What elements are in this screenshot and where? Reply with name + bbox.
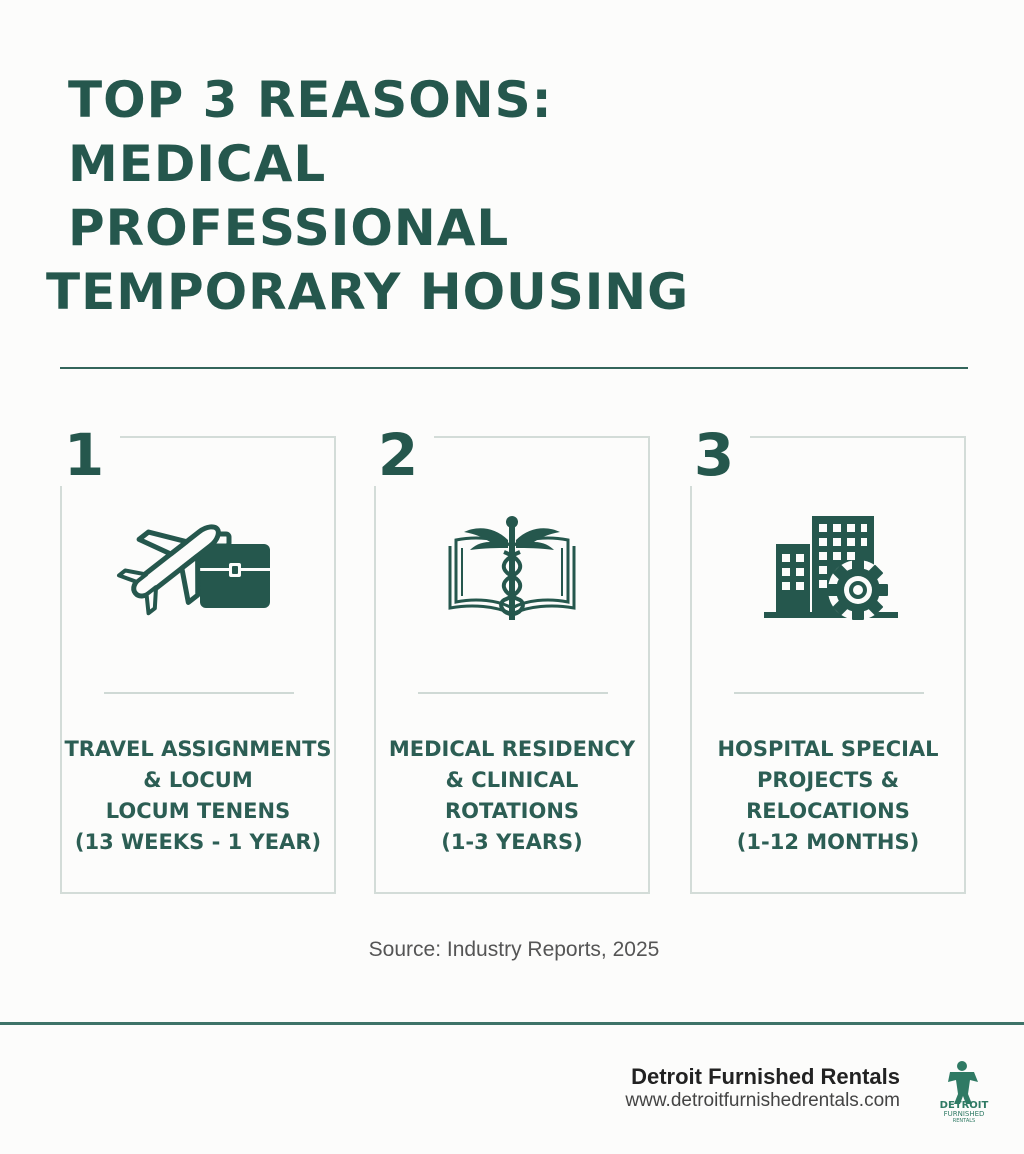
title-line-3: PROFESSIONAL	[68, 199, 510, 257]
card-number: 1	[48, 424, 120, 486]
caduceus-book-icon	[376, 508, 648, 628]
card-divider	[418, 692, 608, 694]
card-line-3: LOCUM TENENS	[105, 799, 291, 823]
title-line-2: MEDICAL	[68, 135, 327, 193]
card-description	[692, 734, 964, 858]
brand-url[interactable]: www.detroitfurnishedrentals.com	[625, 1090, 900, 1111]
card-description	[376, 734, 648, 858]
card-line-2: & CLINICAL	[445, 768, 579, 792]
card-line-1: HOSPITAL SPECIAL	[717, 737, 939, 761]
airplane-briefcase-icon	[62, 508, 334, 628]
card-line-1: TRAVEL ASSIGNMENTS	[64, 737, 332, 761]
brand-name: Detroit Furnished Rentals	[631, 1064, 900, 1089]
card-line-4: (1-12 MONTHS)	[736, 830, 920, 854]
source-note: Source: Industry Reports, 2025	[368, 938, 660, 961]
logo-word-2: FURNISHED	[943, 1110, 985, 1118]
card-description	[62, 734, 334, 858]
card-line-1: MEDICAL RESIDENCY	[388, 737, 636, 761]
title-line-4: TEMPORARY HOUSING	[46, 263, 690, 321]
reason-card-3	[690, 421, 966, 894]
footer-divider	[0, 1022, 1024, 1025]
card-line-4: (13 WEEKS - 1 YEAR)	[74, 830, 322, 854]
card-line-2: & LOCUM	[143, 768, 253, 792]
title-line-1: TOP 3 REASONS:	[68, 71, 553, 129]
card-number: 2	[362, 424, 434, 486]
card-divider	[104, 692, 294, 694]
card-line-3: ROTATIONS	[444, 799, 580, 823]
title-divider	[60, 367, 968, 369]
card-line-4: (1-3 YEARS)	[441, 830, 583, 854]
logo-word-1: DETROIT	[939, 1100, 989, 1111]
logo-word-3: RENTALS	[952, 1118, 976, 1124]
card-divider	[734, 692, 924, 694]
reason-card-1	[60, 421, 336, 894]
card-number: 3	[678, 424, 750, 486]
card-line-3: RELOCATIONS	[746, 799, 910, 823]
card-line-2: PROJECTS &	[756, 768, 900, 792]
reason-card-2	[374, 421, 650, 894]
brand-logo	[936, 1058, 992, 1126]
building-gear-icon	[692, 508, 964, 628]
